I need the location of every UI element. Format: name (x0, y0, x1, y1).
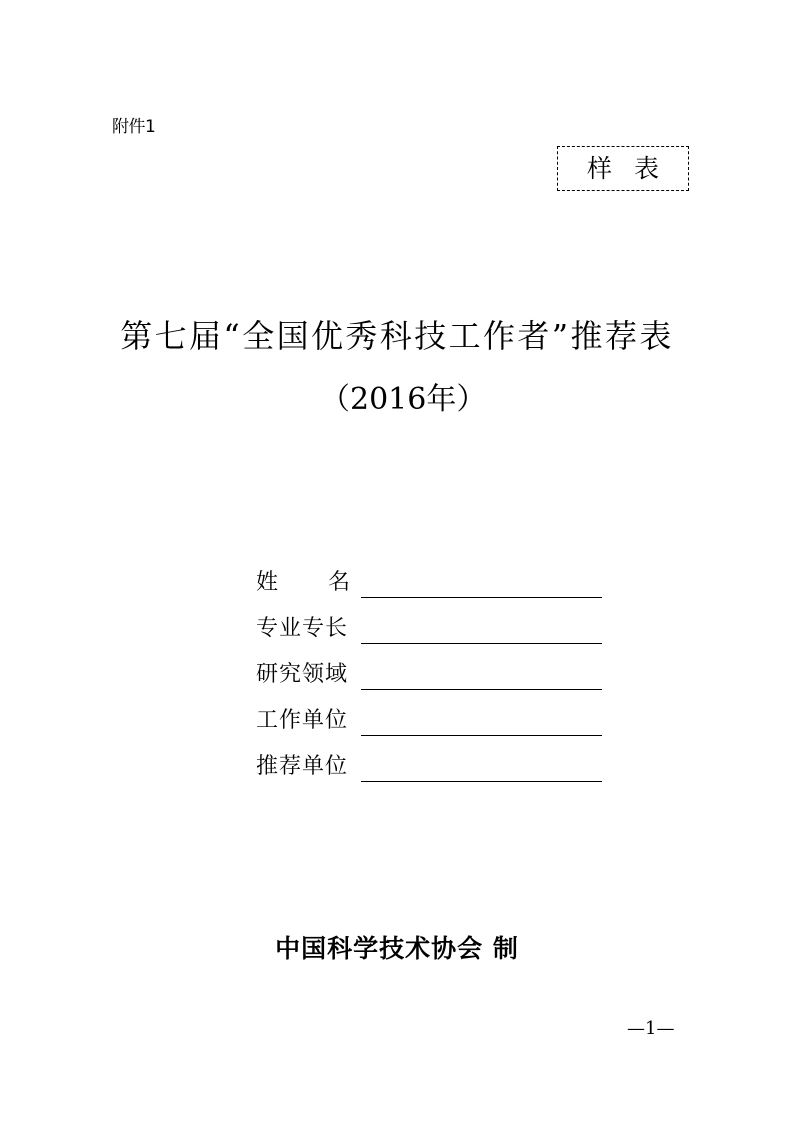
specialty-label: 专业专长 (256, 616, 349, 641)
research-area-label: 研究领域 (256, 662, 349, 687)
research-area-field[interactable] (256, 658, 606, 690)
work-unit-field[interactable] (256, 704, 606, 736)
specialty-input-line[interactable] (361, 643, 602, 644)
attachment-label: 附件1 (112, 117, 156, 137)
recommending-unit-input-line[interactable] (361, 781, 602, 782)
recommending-unit-label: 推荐单位 (256, 754, 349, 779)
work-unit-label: 工作单位 (256, 708, 349, 733)
recommending-unit-field[interactable] (256, 750, 606, 782)
name-field[interactable] (256, 566, 606, 598)
work-unit-input-line[interactable] (361, 735, 602, 736)
page-number: —1— (627, 1018, 675, 1039)
issuer-line: 中国科学技术协会 制 (275, 934, 519, 963)
name-input-line[interactable] (361, 597, 602, 598)
form-title: 第七届“全国优秀科技工作者”推荐表 (120, 317, 674, 355)
sample-stamp: 样表 (557, 146, 689, 191)
form-year: （2016年） (320, 382, 487, 417)
research-area-input-line[interactable] (361, 689, 602, 690)
specialty-field[interactable] (256, 612, 606, 644)
name-label: 姓 名 (256, 570, 350, 595)
